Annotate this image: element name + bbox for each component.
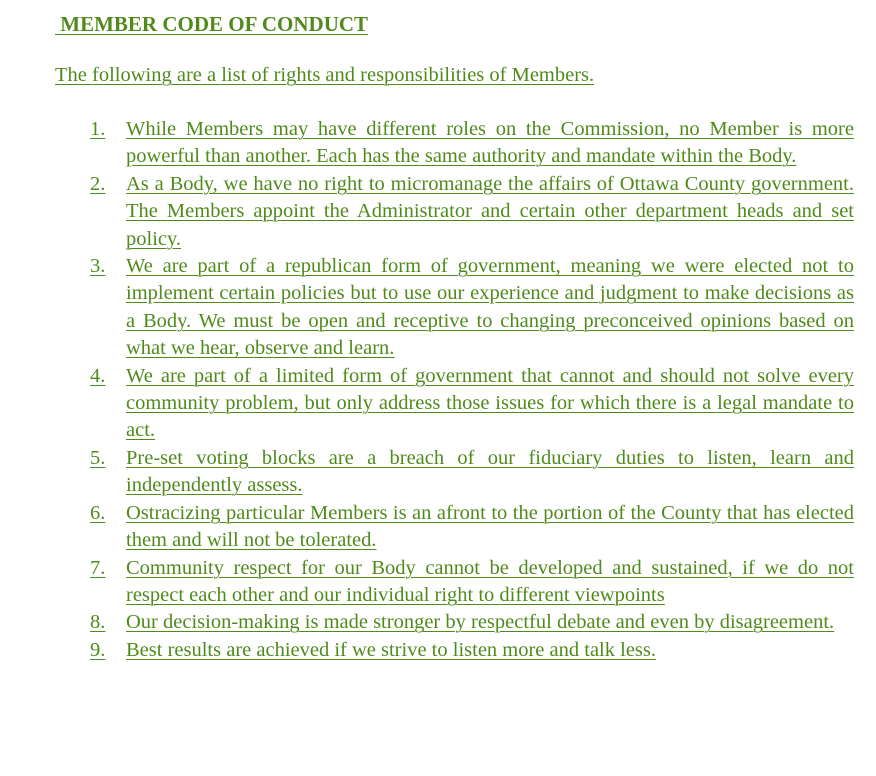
rule-item-1 (90, 116, 854, 171)
rule-item-3 (90, 253, 854, 363)
rule-item-8 (90, 609, 854, 636)
rule-text: Pre-set voting blocks are a breach of our fiduciary duties to listen, learn and independently assess. (126, 446, 854, 497)
rule-text: Community respect for our Body cannot be developed and sustained, if we do not respect each other and our individual right to different viewpoints (126, 556, 854, 606)
rule-text: Best results are achieved if we strive to listen more and talk less. (126, 638, 656, 661)
rule-text: As a Body, we have no right to micromanage the affairs of Ottawa County government. The Members appoint the Administrator and certain other department heads and set policy. (126, 172, 854, 250)
rule-number: 7. (90, 556, 106, 579)
rule-number: 4. (90, 364, 106, 387)
rule-item-4 (90, 363, 854, 445)
rule-item-5 (90, 445, 854, 500)
rule-number: 8. (90, 611, 106, 634)
intro-text: The following are a list of rights and responsibilities of Members. (55, 64, 595, 86)
rule-text: While Members may have different roles on the Commission, no Member is more powerful than another. Each has the same authority and mandate within the Body. (126, 118, 854, 168)
rule-item-7 (90, 555, 854, 610)
rule-number: 5. (90, 446, 106, 469)
document-title: MEMBER CODE OF CONDUCT (55, 12, 369, 36)
rule-item-6 (90, 500, 854, 555)
rules-list (90, 116, 854, 664)
rule-text: We are part of a republican form of government, meaning we were elected not to implement certain policies but to use our experience and judgment to make decisions as a Body. We must be open and receptive to changing preconceived opinions based on what we hear, observe and learn. (126, 255, 854, 360)
rule-number: 3. (90, 255, 106, 278)
rule-number: 2. (90, 172, 106, 195)
rule-item-9 (90, 637, 854, 664)
rule-text: Ostracizing particular Members is an afront to the portion of the County that has elected them and will not be tolerated. (126, 501, 854, 552)
rule-number: 9. (90, 638, 106, 661)
rule-text: We are part of a limited form of government that cannot and should not solve every community problem, but only address those issues for which there is a legal mandate to act. (126, 364, 854, 442)
rule-item-2 (90, 171, 854, 253)
rule-number: 1. (90, 118, 106, 140)
rule-number: 6. (90, 501, 106, 524)
rule-text: Our decision-making is made stronger by respectful debate and even by disagreement. (126, 611, 835, 634)
